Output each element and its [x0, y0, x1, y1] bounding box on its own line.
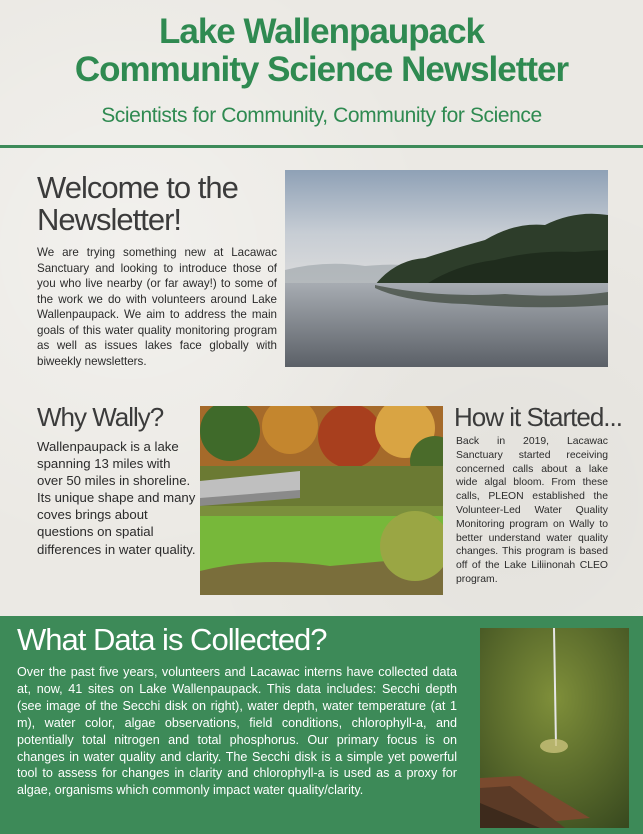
data-section-body: Over the past five years, volunteers and Lacawac interns have collected data at, now, 41 sites on Lake Wallenpaupack. This data includes: Secchi depth (see image of the Secchi disk on right), water depth, water temperature (at 1 m), water color, algae observations, field conditions, chlorophyll-a, and potentially total nitrogen and total phosphorus. Our primary focus is on changes in water quality and clarity. The Secchi disk is a simple yet powerful tool to assess for changes in clarity and chlorophyll-a is used as a proxy for algae, organisms which commonly impact water quality/clarity. [17, 665, 457, 798]
newsletter-title-line2: Community Science Newsletter [74, 50, 569, 89]
header-divider [0, 145, 643, 148]
newsletter-tagline: Scientists for Community, Community for Science [101, 104, 542, 127]
data-section-heading: What Data is Collected? [17, 622, 327, 657]
welcome-body: We are trying something new at Lacawac Sanctuary and looking to introduce those of you who live nearby (or far away!) to some of the work we do with volunteers around Lake Wallenpaupack. We aim to address the main goals of this water quality monitoring program as well as issues lakes face globally with biweekly newsletters. [37, 246, 277, 368]
why-wally-body: Wallenpaupack is a lake spanning 13 miles with over 50 miles in shoreline. Its unique shape and many coves brings about questions on spatial differences in water quality. [37, 439, 196, 557]
why-wally-heading: Why Wally? [37, 402, 164, 432]
secchi-disk-photo [480, 628, 629, 828]
bridge-algae-photo [200, 406, 443, 595]
newsletter-title-line1: Lake Wallenpaupack [159, 12, 484, 51]
how-it-started-body: Back in 2019, Lacawac Sanctuary started receiving concerned calls about a lake wide algal bloom. From these calls, PLEON established the Volunteer-Led Water Quality Monitoring program on Wally to better understand water quality changes. This program is based off of the Lake Liliinonah CLEO program. [456, 436, 608, 585]
foggy-lake-photo [285, 170, 608, 367]
welcome-heading: Welcome to the Newsletter! [37, 170, 238, 237]
how-it-started-heading: How it Started... [454, 402, 622, 432]
